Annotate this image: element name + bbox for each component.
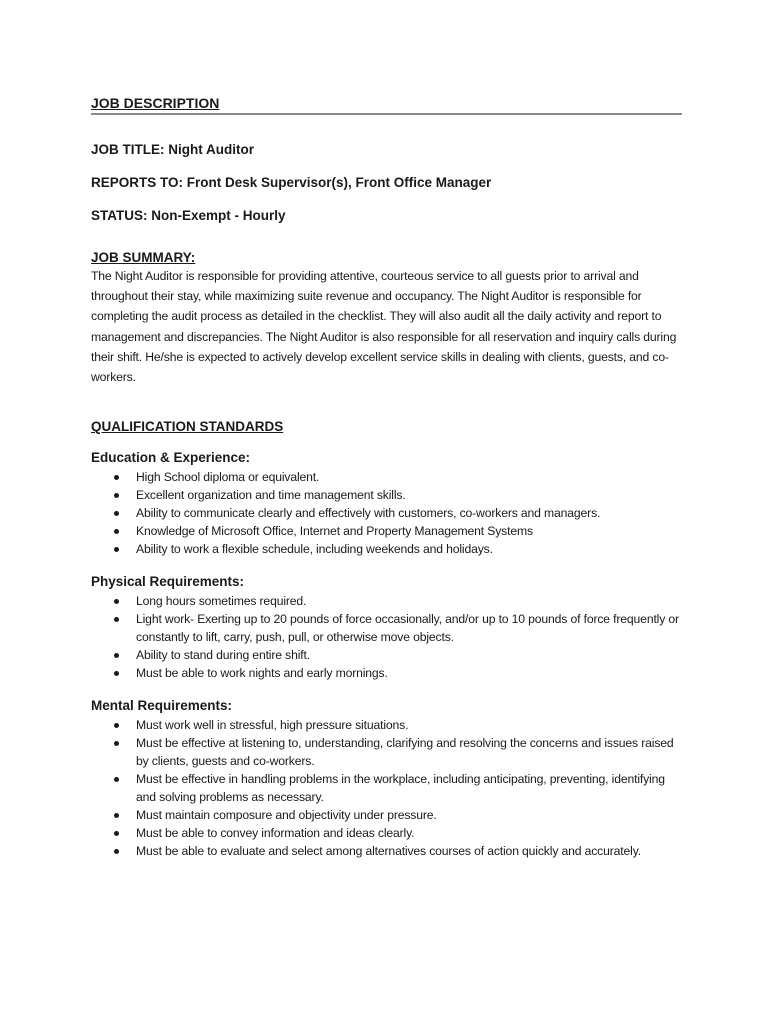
job-summary-heading: JOB SUMMARY: [91,250,196,265]
bullet-icon [114,475,119,480]
list-item-text: Ability to communicate clearly and effectively with customers, co-workers and managers. [136,506,601,521]
mental-requirements-heading: Mental Requirements: [91,698,233,714]
bullet-icon [114,849,119,854]
list-item-text: Ability to stand during entire shift. [136,648,310,663]
list-item [91,734,683,770]
bullet-icon [114,741,119,746]
list-item-text: Must be effective at listening to, understanding, clarifying and resolving the concerns and issues raised by clients, guests and co-workers. [136,736,674,769]
list-item [91,610,683,646]
bullet-icon [114,777,119,782]
mental-list [91,716,683,860]
bullet-icon [114,813,119,818]
list-item-text: Must be able to evaluate and select among alternatives courses of action quickly and accurately. [136,844,641,859]
title-divider [91,113,682,115]
list-item-text: Ability to work a flexible schedule, including weekends and holidays. [136,542,493,557]
bullet-icon [114,617,119,622]
list-item [91,486,683,504]
document-title: JOB DESCRIPTION [91,95,220,111]
list-item-text: Knowledge of Microsoft Office, Internet and Property Management Systems [136,524,533,539]
list-item [91,522,683,540]
bullet-icon [114,723,119,728]
list-item [91,842,683,860]
bullet-icon [114,511,119,516]
education-experience-heading: Education & Experience: [91,450,251,466]
bullet-icon [114,529,119,534]
list-item [91,646,683,664]
list-item-text: Must maintain composure and objectivity under pressure. [136,808,437,823]
list-item-text: Must work well in stressful, high pressure situations. [136,718,409,733]
list-item [91,806,683,824]
document-page [91,94,683,860]
status: STATUS: Non-Exempt - Hourly [91,208,286,223]
list-item [91,592,683,610]
physical-list [91,592,683,682]
bullet-icon [114,599,119,604]
list-item-text: Must be able to work nights and early mornings. [136,666,388,681]
physical-requirements-heading: Physical Requirements: [91,574,245,590]
list-item-text: High School diploma or equivalent. [136,470,320,485]
job-title: JOB TITLE: Night Auditor [91,142,254,157]
list-item-text: Must be effective in handling problems in the workplace, including anticipating, preventing, identifying and solving problems as necessary. [136,772,665,805]
list-item-text: Long hours sometimes required. [136,594,307,609]
bullet-icon [114,671,119,676]
bullet-icon [114,547,119,552]
list-item-text: Must be able to convey information and ideas clearly. [136,826,415,841]
list-item-text: Excellent organization and time management skills. [136,488,406,503]
education-list [91,468,683,558]
bullet-icon [114,493,119,498]
list-item [91,824,683,842]
qualification-standards-heading: QUALIFICATION STANDARDS [91,419,284,435]
list-item-text: Light work- Exerting up to 20 pounds of force occasionally, and/or up to 10 pounds of force frequently or constantly to lift, carry, push, pull, or otherwise move objects. [136,612,679,645]
reports-to: REPORTS TO: Front Desk Supervisor(s), Front Office Manager [91,175,492,190]
list-item [91,540,683,558]
list-item [91,770,683,806]
list-item [91,664,683,682]
bullet-icon [114,831,119,836]
list-item [91,468,683,486]
bullet-icon [114,653,119,658]
job-summary-text: The Night Auditor is responsible for providing attentive, courteous service to all guests prior to arrival and throughout their stay, while maximizing suite revenue and occupancy. The Night Auditor is responsible for completing the audit process as detailed in the checklist. They will also audit all the daily activity and report to management and discrepancies. The Night Auditor is also responsible for all reservation and inquiry calls during their shift. He/she is expected to actively develop excellent service skills in dealing with clients, guests, and co-workers. [91,269,677,385]
list-item [91,716,683,734]
list-item [91,504,683,522]
